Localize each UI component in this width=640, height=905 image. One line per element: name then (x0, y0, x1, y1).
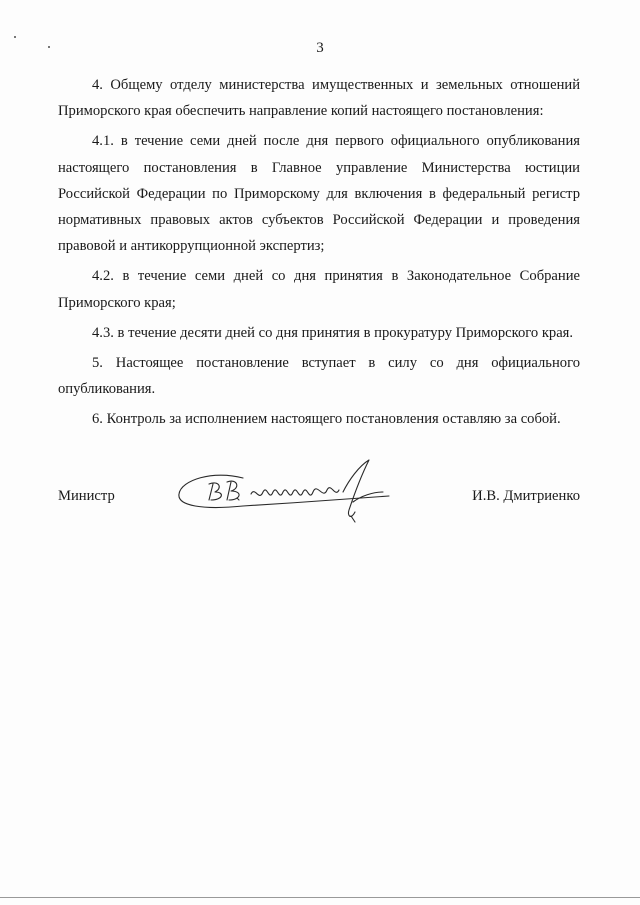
paragraph: 4. Общему отделу министерства имущественных и земельных отношений Приморского края обеспечить направление копий настоящего постановления: (58, 77, 580, 120)
paragraph: 4.3. в течение десяти дней со дня принятия в прокуратуру Приморского края. (92, 324, 574, 341)
page-number: 3 (316, 40, 324, 56)
paragraph: 5. Настоящее постановление вступает в силу со дня официального опубликования. (58, 355, 580, 398)
signatory-name: И.В. Дмитриенко (472, 488, 580, 504)
paragraph: 4.2. в течение семи дней со дня принятия в Законодательное Собрание Приморского края; (58, 268, 580, 311)
signatory-title: Министр (58, 488, 115, 504)
document-body (58, 72, 580, 437)
scan-speck (14, 36, 16, 38)
signature-block (58, 458, 580, 528)
paragraph: 6. Контроль за исполнением настоящего постановления оставляю за собой. (92, 411, 561, 428)
paragraph: 4.1. в течение семи дней после дня первого официального опубликования настоящего постановления в Главное управление Министерства юстиции Российской Федерации по Приморскому для включения в федеральный регистр нормативных правовых актов субъектов Российской Федерации и проведения правовой и антикоррупционной экспертиз; (58, 133, 580, 255)
handwritten-signature (173, 458, 413, 528)
page-bottom-edge (0, 897, 640, 898)
